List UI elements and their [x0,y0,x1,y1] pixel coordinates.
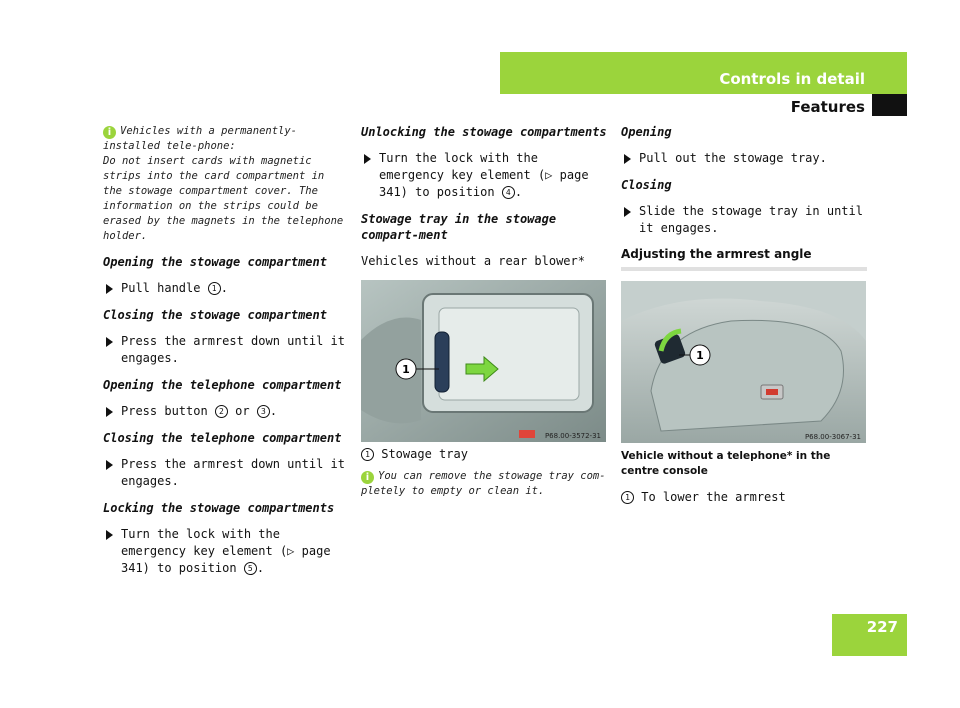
callout-number: 2 [215,405,228,418]
step-arrow-icon [106,407,113,417]
step-turn-lock: Turn the lock with the emergency key element (▷ page 341) to position 5 . [103,526,349,577]
photo-caption: Vehicle without a telephone* in the centre console [621,450,831,477]
info-text: Vehicles with a permanently-installed tele-phone: Do not insert cards with magnetic strips into the card compartment in the stowage compartment cover. The information on the strips could be erased by the magnets in the telephone holder. [103,125,344,242]
photo-code: P68.00-3067-31 [804,433,861,441]
step-press-armrest-2: Press the armrest down until it engages. [103,456,349,490]
step-arrow-icon [624,154,631,164]
step-arrow-icon [106,284,113,294]
step-pull-out: Pull out the stowage tray. [621,150,867,167]
vehicle-note: Vehicles without a rear blower* [361,254,585,268]
step-arrow-icon [624,207,631,217]
heading-closing: Closing [621,178,672,192]
info-note [361,469,607,499]
step-arrow-icon [106,530,113,540]
step-arrow-icon [364,154,371,164]
header-marker [872,94,907,116]
heading-opening: Opening [621,125,672,139]
heading-opening-stowage: Opening the stowage compartment [103,255,327,269]
heading-stowage-tray: Stowage tray in the stowage compart-ment [361,212,557,242]
photo-code: P68.00-3572-31 [544,432,601,440]
info-icon: i [361,471,374,484]
callout-number: 5 [244,562,257,575]
page-link[interactable]: page 341) to position [121,544,331,575]
page-link[interactable]: page 341) to position [379,168,589,199]
heading-unlocking: Unlocking the stowage compartments [361,125,607,139]
callout-number: 1 [361,448,374,461]
photo-callout: 1 [402,363,410,376]
callout-number: 4 [502,186,515,199]
heading-locking: Locking the stowage compartments [103,501,335,515]
step-press-button: Press button 2 or 3 . [103,403,349,420]
callout-number: 3 [257,405,270,418]
info-text: You can remove the stowage tray com-pletely to empty or clean it. [361,470,606,497]
column-1 [103,124,349,587]
step-slide-in: Slide the stowage tray in until it engages. [621,203,867,237]
page-number: 227 [866,618,898,636]
column-2 [361,124,607,509]
step-arrow-icon [106,460,113,470]
step-press-armrest: Press the armrest down until it engages. [103,333,349,367]
heading-opening-telephone: Opening the telephone compartment [103,378,342,392]
heading-closing-telephone: Closing the telephone compartment [103,431,342,445]
column-3 [621,124,867,512]
section-rule [621,267,867,271]
heading-closing-stowage: Closing the stowage compartment [103,308,327,322]
info-note [103,124,349,244]
callout-number: 1 [208,282,221,295]
section-title: Controls in detail [719,70,865,88]
step-pull-handle: Pull handle 1 . [103,280,349,297]
callout-number: 1 [621,491,634,504]
step-arrow-icon [106,337,113,347]
armrest-photo [621,281,866,443]
legend-item: 1 To lower the armrest [621,489,867,506]
section-heading-armrest: Adjusting the armrest angle [621,247,812,261]
legend-item: 1 Stowage tray [361,446,607,463]
subsection-title: Features [790,98,865,116]
stowage-tray-photo [361,280,606,442]
info-icon: i [103,126,116,139]
photo-callout: 1 [696,349,704,362]
step-turn-lock: Turn the lock with the emergency key element (▷ page 341) to position 4 . [361,150,607,201]
